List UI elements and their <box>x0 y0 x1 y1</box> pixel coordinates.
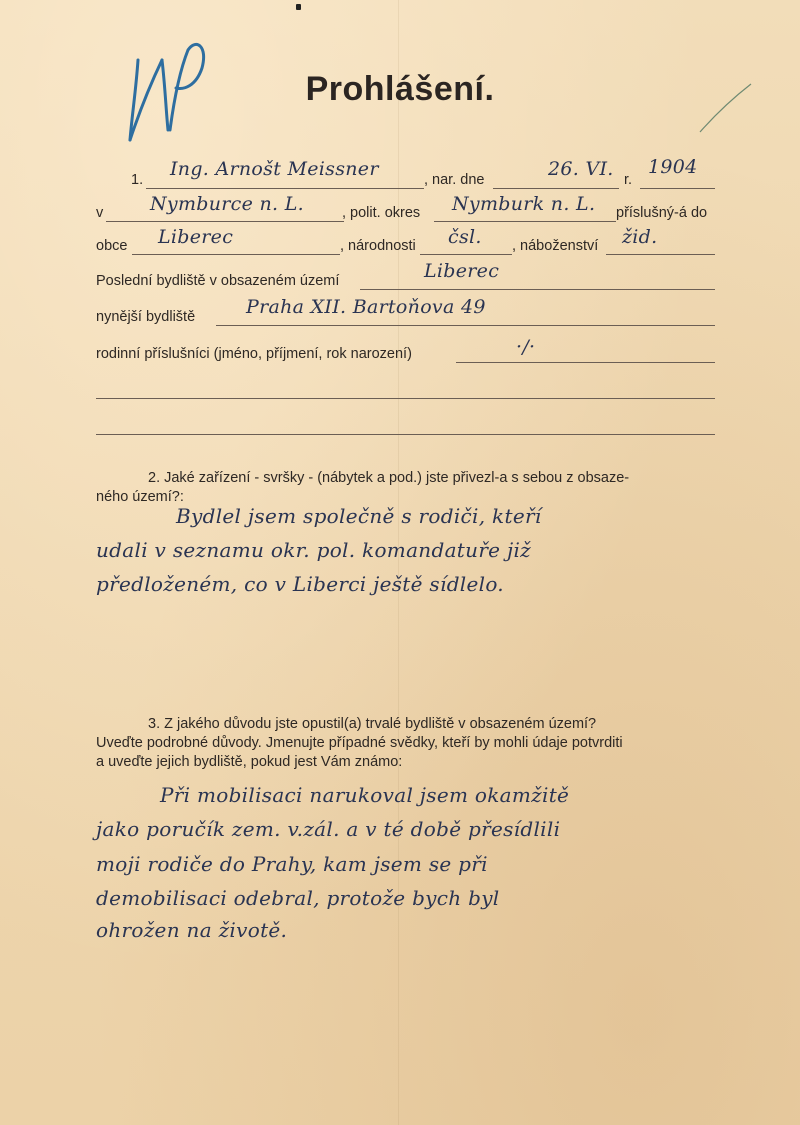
birthplace-line <box>106 221 344 222</box>
hw-answer-3: moji rodiče do Prahy, kam jsem se při <box>96 852 488 876</box>
hw-answer-3: demobilisaci odebral, protože bych byl <box>96 886 500 910</box>
birth-date-label: , nar. dne <box>424 172 485 188</box>
municipality-label: obce <box>96 238 128 254</box>
last-residence-line <box>360 289 715 290</box>
question-3-line: 3. Z jakého důvodu jste opustil(a) trvalé bydliště v obsazeném území? <box>148 716 597 732</box>
question-3-line: a uveďte jejich bydliště, pokud jest Vám známo: <box>96 754 403 770</box>
hw-family: ·/· <box>516 336 536 358</box>
question-2-line: ného území?: <box>96 489 184 505</box>
hw-nationality: čsl. <box>448 226 482 248</box>
hw-answer-3: Při mobilisaci narukoval jsem okamžitě <box>160 783 570 807</box>
current-residence-label: nynější bydliště <box>96 309 196 325</box>
question-2 <box>96 469 716 507</box>
hw-answer-2: předloženém, co v Liberci ještě sídlelo. <box>96 572 504 596</box>
ink-dot <box>296 4 301 10</box>
family-line <box>456 362 715 363</box>
family-label: rodinní příslušníci (jméno, příjmení, rok narození) <box>96 346 412 362</box>
page-title: Prohlášení. <box>305 70 495 108</box>
hw-religion: žid. <box>622 226 658 248</box>
hw-current-residence: Praha XII. Bartoňova 49 <box>246 296 486 318</box>
hw-answer-2: udali v seznamu okr. pol. komandatuře již <box>96 538 532 562</box>
religion-line <box>606 254 715 255</box>
nationality-line <box>420 254 512 255</box>
district-line <box>434 221 616 222</box>
hw-answer-3: ohrožen na životě. <box>96 918 288 942</box>
question-3 <box>96 715 716 772</box>
religion-label: , náboženství <box>512 238 599 254</box>
birthplace-label: v <box>96 205 104 221</box>
blank-line <box>96 398 715 399</box>
year-line <box>640 188 715 189</box>
hw-municipality: Liberec <box>158 226 234 248</box>
hw-answer-2: Bydlel jsem společně s rodiči, kteří <box>176 504 542 528</box>
question-2-line: 2. Jaké zařízení - svršky - (nábytek a pod.) jste přivezl-a s sebou z obsaze- <box>148 470 630 486</box>
hw-year: 1904 <box>648 156 698 178</box>
year-label: r. <box>624 172 633 188</box>
birth-date-line <box>493 188 619 189</box>
municipality-line <box>132 254 340 255</box>
hw-answer-3: jako poručík zem. v.zál. a v té době přesídlili <box>96 817 561 841</box>
field-number-label: 1. <box>131 172 144 188</box>
nationality-label: , národnosti <box>340 238 416 254</box>
hw-birth-date: 26. VI. <box>548 158 614 180</box>
hw-name: Ing. Arnošt Meissner <box>170 158 379 180</box>
last-residence-label: Poslední bydliště v obsazeném území <box>96 273 340 289</box>
hw-birthplace: Nymburce n. L. <box>150 193 304 215</box>
hw-last-residence: Liberec <box>424 260 500 282</box>
district-label: , polit. okres <box>342 205 421 221</box>
hw-district: Nymburk n. L. <box>452 193 596 215</box>
paper-fold <box>398 0 399 1125</box>
question-3-line: Uveďte podrobné důvody. Jmenujte případné svědky, kteří by mohli údaje potvrditi <box>96 735 623 751</box>
name-line <box>146 188 424 189</box>
current-residence-line <box>216 325 715 326</box>
domicile-label: příslušný-á do <box>616 205 708 221</box>
blank-line <box>96 434 715 435</box>
